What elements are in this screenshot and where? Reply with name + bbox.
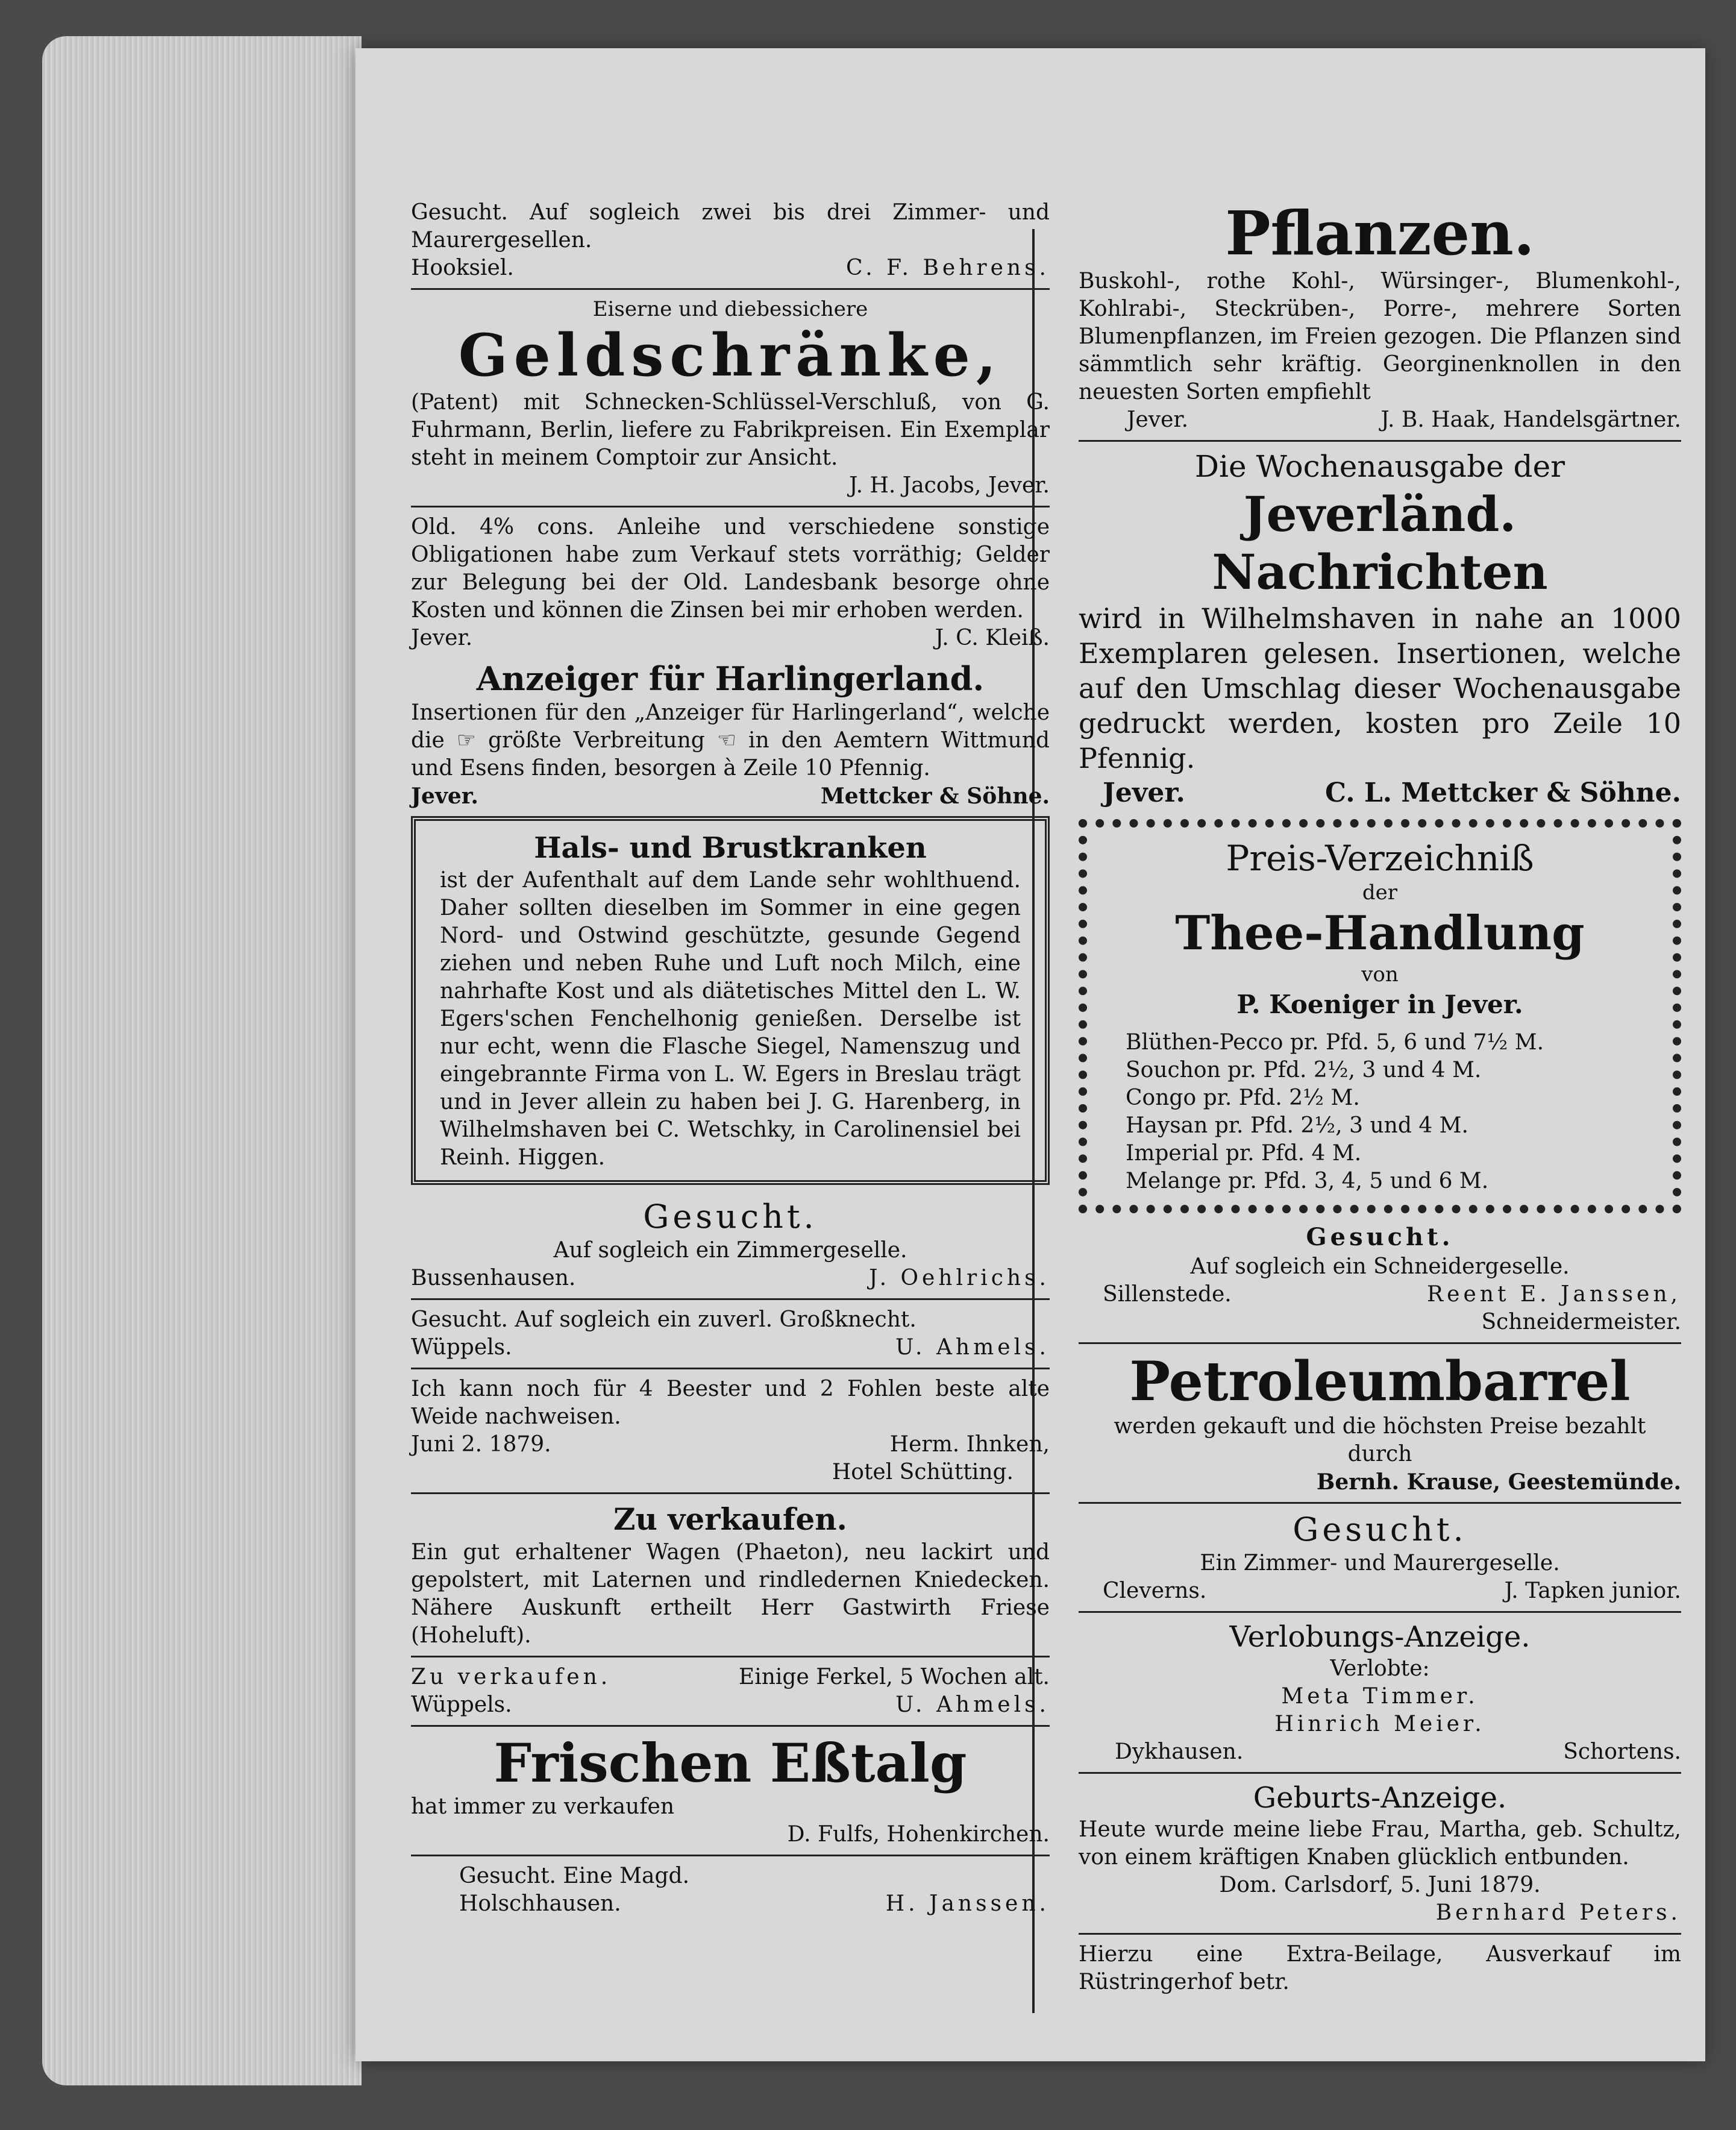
ad-thee-handlung-box	[1079, 819, 1681, 1213]
price-item: Congo pr. Pfd. 2½ M.	[1126, 1085, 1360, 1110]
ad-body: Ein gut erhaltener Wagen (Phaeton), neu lackirt und gepolstert, mit Laternen und rindledernen Kniedecken. Nähere Auskunft ertheilt Herr Gastwirth Friese (Hoheluft).	[411, 1540, 1050, 1648]
separator	[411, 1492, 1050, 1494]
ad-name-line2: Hotel Schütting.	[832, 1460, 1014, 1484]
separator	[411, 288, 1050, 290]
ad-headline: Gesucht.	[1293, 1510, 1467, 1548]
ad-signature-row	[1079, 406, 1681, 434]
left-column	[411, 199, 1050, 1924]
ad-gesucht-behrens	[411, 199, 1050, 282]
ad-place: Wüppels.	[411, 1692, 512, 1717]
ad-body: werden gekauft und die höchsten Preise bezahlt durch	[1114, 1414, 1646, 1466]
ad-signature-row	[1079, 1577, 1681, 1605]
ad-body: Gesucht. Auf sogleich ein zuverl. Großknecht.	[411, 1307, 917, 1332]
ad-body: Buskohl-, rothe Kohl-, Würsinger-, Blumenkohl-, Kohlrabi-, Steckrüben-, Porre-, mehrere Sorten Blumenpflanzen, im Freien gezogen. Die Pflanzen sind sämmtlich sehr kräftig. Georginenknollen in den neuesten Sorten empfiehlt	[1079, 269, 1681, 404]
ad-signature-row	[411, 254, 1050, 282]
ad-title: Preis-Verzeichniß	[1226, 838, 1534, 879]
ad-body: Gesucht. Auf sogleich zwei bis drei Zimmer- und Maurergesellen.	[411, 200, 1050, 253]
ad-name: U. Ahmels.	[895, 1335, 1050, 1360]
ad-kicker: Die Wochenausgabe der	[1194, 449, 1565, 484]
separator	[411, 1298, 1050, 1300]
ad-gesucht-magd	[411, 1862, 1050, 1918]
price-item: Blüthen-Pecco pr. Pfd. 5, 6 und 7½ M.	[1126, 1030, 1544, 1055]
ad-weide-ihnken	[411, 1375, 1050, 1486]
ad-body: Ein Zimmer- und Maurergeselle.	[1200, 1551, 1560, 1576]
ad-place: Sillenstede.	[1103, 1282, 1232, 1307]
separator	[411, 1725, 1050, 1727]
ad-headline: Jeverländ. Nachrichten	[1212, 486, 1548, 600]
ad-body: wird in Wilhelmshaven in nahe an 1000 Exemplaren gelesen. Insertionen, welche auf den Umschlag dieser Wochenausgabe gedruckt werden, kosten pro Zeile 10 Pfennig.	[1079, 602, 1681, 774]
separator	[1079, 1502, 1681, 1504]
ad-body: Einige Ferkel, 5 Wochen alt.	[738, 1665, 1050, 1689]
ad-headline: Hals- und Brustkranken	[534, 831, 927, 865]
ad-geburt	[1079, 1780, 1681, 1927]
separator	[1079, 1342, 1681, 1344]
ad-body: Auf sogleich ein Schneidergeselle.	[1190, 1254, 1570, 1279]
ad-lead: Zu verkaufen.	[411, 1665, 612, 1689]
ad-place: Cleverns.	[1103, 1579, 1207, 1603]
ad-headline: Gesucht.	[1306, 1223, 1454, 1251]
ad-headline: Verlobungs-Anzeige.	[1229, 1620, 1531, 1654]
ad-place-1: Dykhausen.	[1115, 1739, 1244, 1764]
ad-name: C. L. Mettcker & Söhne.	[1324, 778, 1681, 808]
ad-esstalg	[411, 1733, 1050, 1849]
ad-place-date: Dom. Carlsdorf, 5. Juni 1879.	[1219, 1873, 1541, 1897]
ad-place-2: Schortens.	[1563, 1739, 1681, 1764]
ad-gesucht-tapken	[1079, 1510, 1681, 1605]
book-page-edges	[42, 36, 362, 2085]
ad-headline: Anzeiger für Harlingerland.	[476, 659, 985, 698]
ad-name: J. Oehlrichs.	[868, 1266, 1050, 1290]
ad-signature-row	[411, 1334, 1050, 1362]
separator	[411, 1656, 1050, 1657]
ad-signature-row	[411, 1264, 1050, 1292]
ad-ferkel	[411, 1663, 1050, 1719]
separator	[411, 506, 1050, 507]
right-column	[1079, 199, 1681, 2002]
ad-owner: P. Koeniger in Jever.	[1236, 990, 1523, 1019]
ad-name: Reent E. Janssen,	[1427, 1282, 1681, 1307]
ad-name: C. F. Behrens.	[846, 256, 1050, 280]
ad-headline: Geburts-Anzeige.	[1253, 1781, 1507, 1815]
ad-der: der	[1362, 881, 1398, 905]
separator	[411, 1368, 1050, 1369]
ad-body: Gesucht. Eine Magd.	[459, 1864, 690, 1888]
ad-body: Insertionen für den „Anzeiger für Harlingerland“, welche die ☞ größte Verbreitung ☜ in den Aemtern Wittmund und Esens finden, besorgen à Zeile 10 Pfennig.	[411, 700, 1050, 781]
ad-headline: Pflanzen.	[1225, 198, 1535, 269]
ad-extra-beilage	[1079, 1941, 1681, 1996]
newspaper-page	[356, 48, 1705, 2061]
ad-body: Old. 4% cons. Anleihe und verschiedene sonstige Obligationen habe zum Verkauf stets vorräthig; Gelder zur Belegung bei der Old. Landesbank besorge ohne Kosten und können die Zinsen bei mir erhoben werden.	[411, 515, 1050, 623]
ad-signature-row	[411, 1890, 1050, 1918]
ad-von: von	[1361, 963, 1399, 987]
ad-name: Mettcker & Söhne.	[820, 784, 1050, 809]
ad-date: Juni 2. 1879.	[411, 1432, 551, 1457]
ad-kleiss-obligationen	[411, 514, 1050, 652]
ad-lead-row	[411, 1663, 1050, 1691]
ad-gesucht-oehlrichs	[411, 1197, 1050, 1292]
ad-body: (Patent) mit Schnecken-Schlüssel-Verschluß, von G. Fuhrmann, Berlin, liefere zu Fabrikpreisen. Ein Exemplar steht in meinem Comptoir zur Ansicht.	[411, 390, 1050, 470]
ad-body: ist der Aufenthalt auf dem Lande sehr wohlthuend. Daher sollten dieselben im Sommer in eine gegen Nord- und Ostwind geschützte, gesunde Gegend ziehen und neben Ruhe und Luft noch Milch, eine nahrhafte Kost und als diätetisches Mittel den L. W. Egers'schen Fenchelhonig genießen. Derselbe ist nur echt, wenn die Flasche Siegel, Namenszug und eingebrannte Firma von L. W. Egers in Breslau trägt und in Jever allein zu haben bei J. G. Harenberg, in Wilhelmshaven bei C. Wetschky, in Carolinensiel bei Reinh. Higgen.	[440, 868, 1021, 1170]
ad-place: Jever.	[411, 626, 473, 650]
price-item: Imperial pr. Pfd. 4 M.	[1126, 1141, 1362, 1166]
ad-place: Hooksiel.	[411, 256, 514, 280]
ad-place: Wüppels.	[411, 1335, 512, 1360]
ad-headline: Frischen Eßtalg	[494, 1732, 967, 1794]
ad-name: J. C. Kleiß.	[935, 626, 1050, 650]
ad-place: Jever.	[411, 784, 478, 809]
ad-zu-verkaufen-wagen	[411, 1500, 1050, 1650]
ad-name-line2: Schneidermeister.	[1481, 1310, 1681, 1334]
ad-signature-row	[411, 1691, 1050, 1719]
ad-signature-row	[1079, 1281, 1681, 1308]
ad-name: H. Janssen.	[885, 1891, 1050, 1916]
ad-place: Jever.	[1103, 778, 1185, 808]
separator	[1079, 1772, 1681, 1774]
ad-signature: J. H. Jacobs, Jever.	[848, 473, 1050, 498]
ad-body: Heute wurde meine liebe Frau, Martha, geb. Schultz, von einem kräftigen Knaben glücklich entbunden.	[1079, 1817, 1681, 1870]
ad-signature-row	[1079, 776, 1681, 811]
ad-verlobung	[1079, 1619, 1681, 1766]
ad-place: Bussenhausen.	[411, 1266, 576, 1290]
ad-gesucht-grossknecht	[411, 1306, 1050, 1362]
separator	[1079, 1933, 1681, 1935]
ad-signature-row	[411, 1431, 1050, 1459]
ad-body: Auf sogleich ein Zimmergeselle.	[553, 1238, 907, 1263]
ad-jeverlaend-nachrichten	[1079, 448, 1681, 811]
ad-body: Ich kann noch für 4 Beester und 2 Fohlen beste alte Weide nachweisen.	[411, 1377, 1050, 1429]
ad-name: Bernh. Krause, Geestemünde.	[1316, 1469, 1681, 1495]
ad-signature-row	[411, 624, 1050, 652]
ad-pflanzen	[1079, 199, 1681, 434]
ad-headline: Petroleumbarrel	[1129, 1349, 1631, 1413]
ad-gesucht-schneider	[1079, 1222, 1681, 1336]
ad-name-1: Meta Timmer.	[1281, 1684, 1479, 1709]
ad-places-row	[1079, 1738, 1681, 1766]
ad-geldschraenke	[411, 296, 1050, 500]
price-list	[1108, 1029, 1652, 1195]
ad-signature-row	[411, 782, 1050, 810]
ad-name: J. B. Haak, Handelsgärtner.	[1380, 407, 1681, 432]
ad-name: D. Fulfs, Hohenkirchen.	[787, 1822, 1050, 1847]
ad-name-2: Hinrich Meier.	[1274, 1712, 1485, 1736]
ad-petroleumbarrel	[1079, 1350, 1681, 1496]
ad-place: Jever.	[1127, 407, 1189, 432]
separator	[411, 1855, 1050, 1856]
ad-name: Bernhard Peters.	[1435, 1900, 1681, 1925]
ad-name: J. Tapken junior.	[1504, 1579, 1681, 1603]
ad-place: Holschhausen.	[459, 1891, 621, 1916]
separator	[1079, 1611, 1681, 1613]
ad-name: U. Ahmels.	[895, 1692, 1050, 1717]
ad-headline: Thee-Handlung	[1175, 906, 1585, 961]
price-item: Haysan pr. Pfd. 2½, 3 und 4 M.	[1126, 1113, 1468, 1138]
separator	[1079, 440, 1681, 442]
ad-headline: Zu verkaufen.	[613, 1501, 847, 1537]
ad-headline: Geldschränke,	[458, 321, 1003, 389]
price-item: Melange pr. Pfd. 3, 4, 5 und 6 M.	[1126, 1169, 1489, 1193]
ad-body: Hierzu eine Extra-Beilage, Ausverkauf im Rüstringerhof betr.	[1079, 1942, 1681, 1994]
price-item: Souchon pr. Pfd. 2½, 3 und 4 M.	[1126, 1058, 1482, 1082]
ad-fenchelhonig-box	[411, 816, 1050, 1185]
ad-label: Verlobte:	[1330, 1656, 1430, 1681]
ad-kicker: Eiserne und diebessichere	[592, 297, 868, 321]
ad-anzeiger-harlingerland	[411, 658, 1050, 810]
ad-headline: Gesucht.	[643, 1198, 818, 1236]
ad-name: Herm. Ihnken,	[889, 1432, 1050, 1457]
ad-body: hat immer zu verkaufen	[411, 1794, 675, 1819]
